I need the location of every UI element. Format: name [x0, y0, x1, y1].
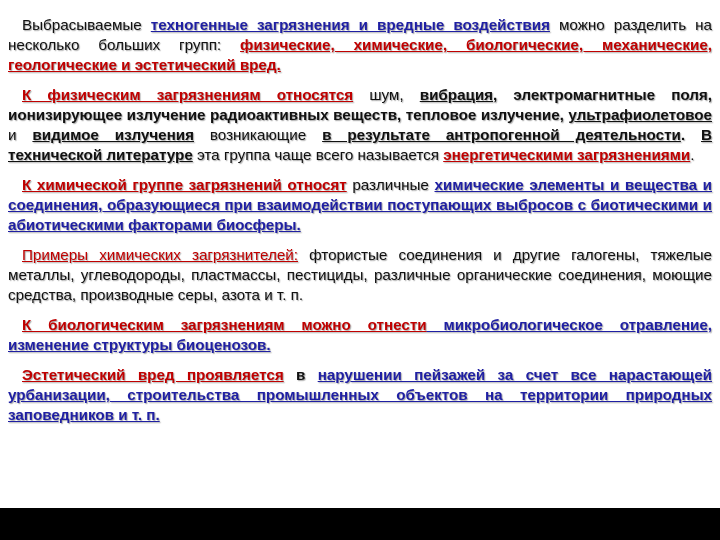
p6-landscape-disruption: нарушении пейзажей за счет все нарастающей урбанизации, строительства промышленных объектов на территории природных заповедников и т. п. — [8, 367, 712, 424]
p2-period: . — [680, 127, 702, 144]
p2-ultraviolet: ультрафиолетовое — [568, 107, 712, 124]
paragraph-chemical-pollution — [8, 176, 712, 236]
p2-noise: шум, — [353, 87, 420, 104]
p2-visible-radiation: видимое излучения — [32, 127, 194, 144]
p2-radiation-list: , электромагнитные поля, ионизирующее излучение радиоактивных веществ, тепловое излучение, — [8, 87, 712, 124]
p2-heading: К физическим загрязнениям относятся — [22, 87, 354, 104]
p2-energy-pollution: энергетическими загрязнениями — [443, 147, 691, 164]
p4-heading: Примеры химических загрязнителей: — [22, 247, 299, 264]
footer-bar — [0, 508, 720, 540]
paragraph-biological-pollution — [8, 316, 712, 356]
p6-in: в — [283, 367, 318, 384]
p1-group-list: физические, химические, биологические, механические, геологические и эстетический вред. — [8, 37, 712, 74]
p2-vibration: вибрация — [419, 87, 494, 104]
p3-heading: К химической группе загрязнений относят — [22, 177, 347, 194]
p2-anthropogenic: в результате антропогенной деятельности — [322, 127, 681, 144]
paragraph-aesthetic-harm — [8, 366, 712, 426]
p3-various: различные — [346, 177, 435, 194]
p2-called: эта группа чаще всего называется — [192, 147, 444, 164]
p3-chemical-elements: химические элементы и вещества и соединения, образующиеся при взаимодействии поступающих выбросов с биотическими и абиотическими факторами биосферы. — [8, 177, 712, 234]
p2-end: . — [690, 147, 695, 164]
p2-technical-literature: В технической литературе — [8, 127, 712, 164]
p2-and: и — [8, 127, 33, 144]
p2-arising: возникающие — [193, 127, 323, 144]
p1-middle: можно разделить на несколько больших групп: — [8, 17, 712, 54]
paragraph-chemical-examples — [8, 246, 712, 306]
p5-heading: К биологическим загрязнениям можно отнести — [22, 317, 427, 334]
p1-intro: Выбрасываемые — [22, 17, 151, 34]
slide-text-body — [8, 16, 712, 426]
p4-list: фтористые соединения и другие галогены, тяжелые металлы, углеводороды, пластмассы, пестициды, различные органические соединения, моющие средства, производные серы, азота и т. п. — [8, 247, 712, 304]
paragraph-pollution-groups — [8, 16, 712, 76]
p6-heading: Эстетический вред проявляется — [22, 367, 284, 384]
p1-term-technogenic-pollution: техногенные загрязнения и вредные воздействия — [150, 17, 550, 34]
paragraph-physical-pollution — [8, 86, 712, 166]
p5-examples: микробиологическое отравление, изменение структуры биоценозов. — [8, 317, 712, 354]
